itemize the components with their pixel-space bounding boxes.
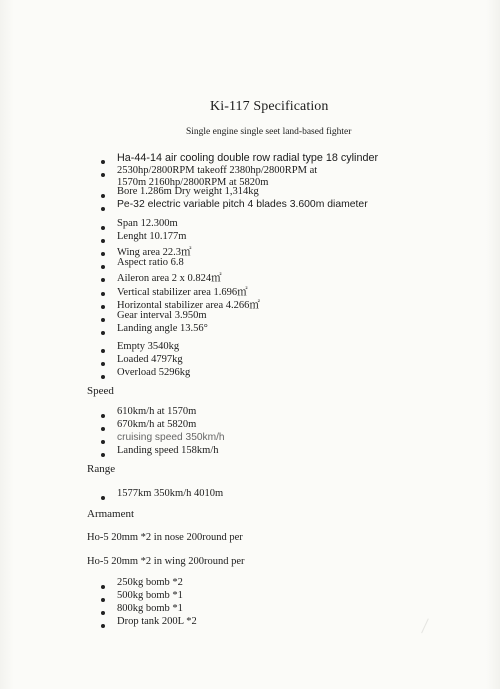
bullet-icon bbox=[101, 427, 105, 431]
list-item: Drop tank 200L *2 bbox=[117, 616, 197, 627]
page-title: Ki-117 Specification bbox=[210, 99, 329, 114]
bullet-icon bbox=[101, 496, 105, 500]
bullet-icon bbox=[101, 173, 105, 177]
bullet-icon bbox=[101, 278, 105, 282]
list-item: 1577km 350km/h 4010m bbox=[117, 488, 224, 499]
list-item: Landing angle 13.56° bbox=[117, 323, 208, 334]
bullet-icon bbox=[101, 331, 105, 335]
bullet-icon bbox=[101, 453, 105, 457]
bullet-icon bbox=[101, 265, 105, 269]
list-item: Aspect ratio 6.8 bbox=[117, 257, 184, 268]
bullet-icon bbox=[101, 239, 105, 243]
list-item: 800kg bomb *1 bbox=[117, 603, 183, 614]
list-item: Ha-44-14 air cooling double row radial type 18 cylinder bbox=[117, 152, 379, 164]
bullet-icon bbox=[101, 160, 105, 164]
speed-heading: Speed bbox=[87, 385, 114, 397]
list-item: Span 12.300m bbox=[117, 218, 178, 229]
bullet-icon bbox=[101, 349, 105, 353]
list-item: Gear interval 3.950m bbox=[117, 310, 207, 321]
list-item: Loaded 4797kg bbox=[117, 354, 183, 365]
list-item: Aileron area 2 x 0.824㎡ bbox=[117, 273, 222, 284]
list-item: Empty 3540kg bbox=[117, 341, 180, 352]
list-item: Vertical stabilizer area 1.696㎡ bbox=[117, 287, 248, 298]
bullet-icon bbox=[101, 375, 105, 379]
bullet-icon bbox=[101, 252, 105, 256]
list-item: Landing speed 158km/h bbox=[117, 445, 219, 456]
paper-mark bbox=[421, 618, 438, 637]
bullet-icon bbox=[101, 362, 105, 366]
bullet-icon bbox=[101, 624, 105, 628]
bullet-icon bbox=[101, 598, 105, 602]
list-item: 500kg bomb *1 bbox=[117, 590, 183, 601]
list-item: Overload 5296kg bbox=[117, 367, 191, 378]
bullet-icon bbox=[101, 611, 105, 615]
armament-line: Ho-5 20mm *2 in nose 200round per bbox=[87, 532, 243, 543]
list-item: 670km/h at 5820m bbox=[117, 419, 197, 430]
list-item: Bore 1.286m Dry weight 1,314kg bbox=[117, 186, 259, 197]
list-item: cruising speed 350km/h bbox=[117, 432, 225, 443]
list-item: Horizontal stabilizer area 4.266㎡ bbox=[117, 300, 260, 311]
list-item: 2530hp/2800RPM takeoff 2380hp/2800RPM at bbox=[117, 165, 318, 176]
list-item: Wing area 22.3㎡ bbox=[117, 247, 192, 258]
bullet-icon bbox=[101, 305, 105, 309]
bullet-icon bbox=[101, 318, 105, 322]
list-item: Pe-32 electric variable pitch 4 blades 3.600m diameter bbox=[117, 199, 368, 210]
bullet-icon bbox=[101, 207, 105, 211]
range-heading: Range bbox=[87, 463, 116, 475]
bullet-icon bbox=[101, 292, 105, 296]
bullet-icon bbox=[101, 414, 105, 418]
list-item: 610km/h at 1570m bbox=[117, 406, 197, 417]
bullet-icon bbox=[101, 440, 105, 444]
armament-heading: Armament bbox=[87, 508, 135, 520]
list-item: 250kg bomb *2 bbox=[117, 577, 183, 588]
bullet-icon bbox=[101, 585, 105, 589]
bullet-icon bbox=[101, 226, 105, 230]
list-item: Lenght 10.177m bbox=[117, 231, 187, 242]
page-subtitle: Single engine single seet land-based fighter bbox=[186, 127, 352, 137]
list-item-continuation: 1570m 2160hp/2800RPM at 5820m bbox=[117, 177, 269, 188]
bullet-icon bbox=[101, 194, 105, 198]
armament-line: Ho-5 20mm *2 in wing 200round per bbox=[87, 556, 245, 567]
